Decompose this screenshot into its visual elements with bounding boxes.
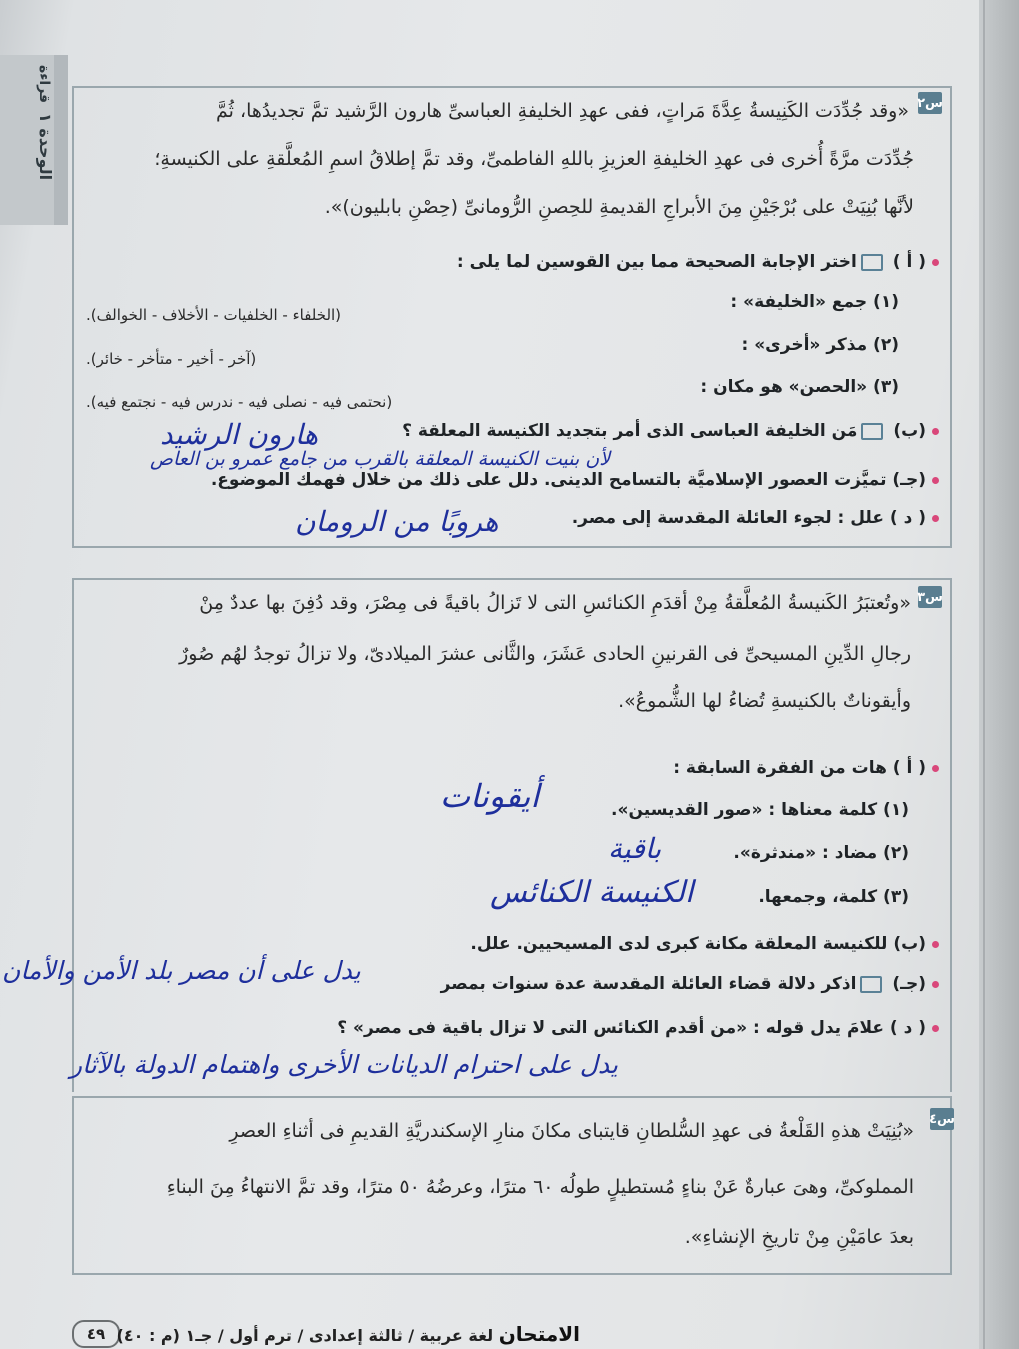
q2-a-label: ( أ )	[892, 252, 926, 272]
q3-d-label: ( د )	[889, 1018, 926, 1038]
book-icon	[860, 976, 882, 993]
q3-a-text: هات من الفقرة السابقة :	[673, 758, 887, 778]
q3-part-b	[470, 934, 939, 954]
q2-c-text: تميَّزت العصور الإسلاميَّة بالتسامح الدينى. دلل على ذلك من خلال فهمك الموضوع.	[210, 470, 887, 490]
q2-paragraph-line-2: جُدِّدَت مرَّةً أُخرى فى عهدِ الخليفةِ العزيزِ باللهِ الفاطمىِّ، وقد تمَّ إطلاقُ اسمِ المُعلَّقةِ على الكنيسةِ؛	[154, 148, 914, 170]
q2-b-handwritten-answer: هارون الرشيد	[160, 418, 319, 451]
q2-part-a	[457, 252, 939, 272]
page-edge-line	[983, 0, 985, 1349]
q3-b-label: (ب)	[893, 934, 926, 954]
q3-part-a	[673, 758, 939, 778]
footer-text	[116, 1322, 580, 1346]
q2-part-d	[572, 508, 939, 528]
bullet-icon	[932, 428, 939, 435]
q2-a-text: اختر الإجابة الصحيحة مما بين القوسين لما يلى :	[456, 252, 857, 272]
q2-item-2-options: (آخر - أخير - متأخر - خائر).	[86, 350, 257, 368]
q2-d-text: علل : لجوء العائلة المقدسة إلى مصر.	[571, 508, 884, 528]
q4-paragraph-line-3: بعدَ عامَيْنِ مِنْ تاريخِ الإنشاءِ».	[684, 1226, 914, 1248]
q2-d-label: ( د )	[889, 508, 926, 528]
q4-paragraph-line-1: «بُنِيَتْ هذهِ القَلْعةُ فى عهدِ السُّلطانِ قايتباى مكانَ منارِ الإسكندريَّةِ القديمِ فى أثناءِ العصرِ	[229, 1120, 914, 1142]
q3-item-1-question: (١) كلمة معناها : «صور القديسين».	[611, 800, 909, 820]
page-edge	[979, 0, 1019, 1349]
q2-item-3-options: (نحتمى فيه - نصلى فيه - ندرس فيه - نجتمع فيه).	[86, 393, 393, 411]
q3-item-2-handwritten-answer: باقية	[608, 832, 662, 865]
q2-item-3-question: (٣) «الحصن» هو مكان :	[700, 377, 899, 397]
q3-d-text: علامَ يدل قوله : «من أقدم الكنائس التى لا تزال باقية فى مصر» ؟	[337, 1018, 884, 1038]
question-3-badge: س٣	[918, 586, 942, 608]
q3-b-text: للكنيسة المعلقة مكانة كبرى لدى المسيحيين. علل.	[470, 934, 888, 954]
side-tab-strip	[54, 55, 68, 225]
q2-item-1-options: (الخلفاء - الخلفيات - الأخلاف - الخوالف).	[86, 306, 342, 324]
bullet-icon	[932, 1025, 939, 1032]
bullet-icon	[932, 981, 939, 988]
q3-paragraph-line-3: وأيقوناتٌ بالكنيسةِ تُضاءُ لها الشُّموعُ».	[618, 690, 911, 712]
q3-c-label: (جـ)	[892, 974, 926, 994]
q3-c-handwritten-answer: يدل على أن مصر بلد الأمن والأمان	[2, 956, 361, 985]
bullet-icon	[932, 515, 939, 522]
q3-item-3-question: (٣) كلمة، وجمعها.	[758, 887, 909, 907]
q3-d-handwritten-answer: يدل على احترام الديانات الأخرى واهتمام الدولة بالآثار	[70, 1050, 619, 1079]
q3-item-3-handwritten-answer: الكنيسة الكنائس	[490, 875, 694, 910]
q3-paragraph-line-1: «وتُعتبَرُ الكَنيسةُ المُعلَّقةُ مِنْ أقدَمِ الكنائسِ التى لا تَزالُ باقيةً فى مِصْرَ، وقد دُفِنَ بها عددٌ مِنْ	[199, 592, 911, 614]
q3-item-2-question: (٢) مضاد : «مندثرة».	[733, 843, 909, 863]
unit-side-tab	[0, 55, 68, 225]
book-icon	[861, 254, 883, 271]
q2-b-text: مَن الخليفة العباسى الذى أمر بتجديد الكنيسة المعلقة ؟	[402, 421, 858, 441]
q3-c-text: اذكر دلالة قضاء العائلة المقدسة عدة سنوات بمصر	[440, 974, 857, 994]
q3-a-label: ( أ )	[892, 758, 926, 778]
q2-part-b	[402, 421, 939, 441]
bullet-icon	[932, 941, 939, 948]
q2-part-c	[211, 470, 939, 490]
footer-brand: الامتحان	[498, 1322, 580, 1346]
q2-item-2-question: (٢) مذكر «أخرى» :	[741, 335, 899, 355]
q3-part-c	[441, 974, 939, 994]
q2-c-handwritten-answer: لأن بنيت الكنيسة المعلقة بالقرب من جامع عمرو بن العاص	[150, 448, 611, 470]
page-number: ٤٩	[72, 1320, 120, 1348]
q3-part-d	[337, 1018, 939, 1038]
q4-paragraph-line-2: المملوكىِّ، وهىَ عبارةٌ عَنْ بناءٍ مُستطيلٍ طولُه ٦٠ مترًا، وعرضُهُ ٥٠ مترًا، وقد تمَّ الانتهاءُ مِنَ البناءِ	[166, 1176, 914, 1198]
bullet-icon	[932, 477, 939, 484]
q2-b-label: (ب)	[893, 421, 926, 441]
question-2-badge: س٢	[918, 92, 942, 114]
q3-paragraph-line-2: رجالِ الدِّينِ المسيحىِّ فى القرنينِ الحادى عَشَرَ، والثَّانى عشرَ الميلادىّ، ولا تزالُ توجدُ لهُم صُورٌ	[179, 643, 911, 665]
side-tab-unit: الوحدة ١	[36, 113, 55, 181]
q2-c-label: (جـ)	[892, 470, 926, 490]
side-tab-subject: قراءة	[36, 65, 52, 104]
question-4-badge: س٤	[930, 1108, 954, 1130]
q2-paragraph-line-3: لأنَّها بُنِيَتْ على بُرْجَيْنِ مِنَ الأبراجِ القديمةِ للحِصنِ الرُّومانىِّ (حِصْنِ بابليون)».	[324, 196, 914, 218]
q3-item-1-handwritten-answer: أيقونات	[440, 777, 540, 815]
q2-d-handwritten-answer: هروبًا من الرومان	[295, 505, 499, 538]
book-icon	[861, 423, 883, 440]
footer-details: لغة عربية / ثالثة إعدادى / ترم أول / جـ١ (م : ٤٠)	[116, 1326, 494, 1345]
q2-paragraph-line-1: «وقد جُدِّدَت الكَنِيسةُ عِدَّةَ مَراتٍ، ففى عهدِ الخليفةِ العباسىِّ هارون الرَّشيد تمَّ تجديدُها، ثُمَّ	[216, 100, 909, 122]
bullet-icon	[932, 765, 939, 772]
q2-item-1-question: (١) جمع «الخليفة» :	[730, 292, 899, 312]
bullet-icon	[932, 259, 939, 266]
